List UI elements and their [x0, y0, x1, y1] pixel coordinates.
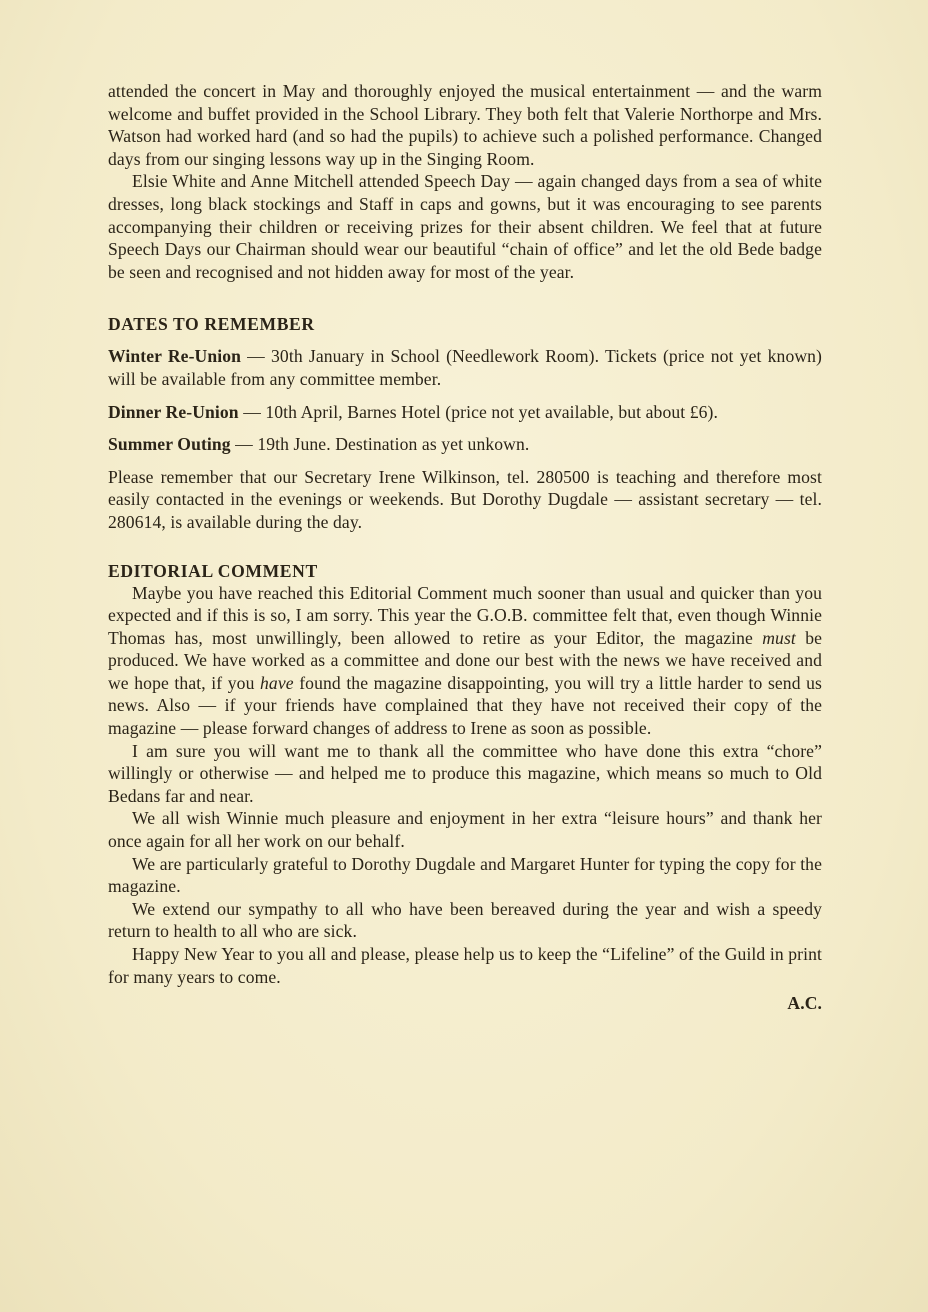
date-item-text: — 10th April, Barnes Hotel (price not yet available, but about £6).: [238, 401, 718, 422]
date-item-winter: [108, 345, 822, 390]
editorial-text: Maybe you have reached this Editorial Comment much sooner than usual and quicker than you expected and if this is so, I am sorry. This year the G.O.B. committee felt that, even though Winnie Thomas has, most unwillingly, been allowed to retire as your Editor, the magazine: [108, 582, 822, 648]
intro-paragraph-1: attended the concert in May and thoroughly enjoyed the musical entertainment — and the warm welcome and buffet provided in the School Library. They both felt that Valerie Northorpe and Mrs. Watson had worked hard (and so had the pupils) to achieve such a polished performance. Changed days from our singing lessons way up in the Singing Room.: [108, 81, 822, 169]
date-item-text: — 19th June. Destination as yet unkown.: [230, 434, 530, 455]
editorial-paragraph-1: [108, 582, 822, 740]
editorial-paragraph-5: We extend our sympathy to all who have been bereaved during the year and wish a speedy return to health to all who are sick.: [108, 898, 822, 942]
editorial-paragraph-6: Happy New Year to you all and please, please help us to keep the “Lifeline” of the Guild in print for many years to come.: [108, 944, 822, 987]
editorial-text: be produced. We have worked as a committee and done our best with the news we have received and we hope that, if you: [108, 627, 823, 693]
date-item-label: Summer Outing: [108, 434, 231, 455]
dates-heading: DATES TO REMEMBER: [108, 314, 315, 335]
editorial-paragraph-4: We are particularly grateful to Dorothy Dugdale and Margaret Hunter for typing the copy for the magazine.: [108, 853, 822, 897]
editorial-emphasis: have: [260, 672, 294, 693]
date-item-label: Winter Re-Union: [108, 346, 242, 367]
date-item-summer: [108, 433, 822, 456]
intro-paragraph-2: Elsie White and Anne Mitchell attended Speech Day — again changed days from a sea of white dresses, long black stockings and Staff in caps and gowns, but it was encouraging to see parents accompanying their children or receiving prizes for their absent children. We feel that at future Speech Days our Chairman should wear our beautiful “chain of office” and let the old Bede badge be seen and recognised and not hidden away for most of the year.: [108, 171, 822, 282]
secretary-note: Please remember that our Secretary Irene Wilkinson, tel. 280500 is teaching and therefore most easily contacted in the evenings or weekends. But Dorothy Dugdale — assistant secretary — tel. 280614, is available during the day.: [108, 466, 822, 532]
editorial-paragraph-3: We all wish Winnie much pleasure and enjoyment in her extra “leisure hours” and thank her once again for all her work on our behalf.: [108, 808, 822, 852]
editorial-paragraph-2: I am sure you will want me to thank all the committee who have done this extra “chore” willingly or otherwise — and helped me to produce this magazine, which means so much to Old Bedans far and near.: [108, 740, 822, 806]
editorial-heading: EDITORIAL COMMENT: [108, 560, 318, 581]
date-item-label: Dinner Re-Union: [108, 401, 239, 422]
date-item-dinner: [108, 401, 822, 424]
page-content: [108, 80, 822, 1015]
date-item-text: — 30th January in School (Needlework Room). Tickets (price not yet known) will be available from any committee member.: [108, 346, 823, 389]
editorial-emphasis: must: [762, 627, 796, 648]
signature: A.C.: [787, 993, 822, 1014]
editorial-text: found the magazine disappointing, you will try a little harder to send us news. Also — if your friends have complained that they have not received their copy of the magazine — please forward changes of address to Irene as soon as possible.: [108, 672, 823, 739]
